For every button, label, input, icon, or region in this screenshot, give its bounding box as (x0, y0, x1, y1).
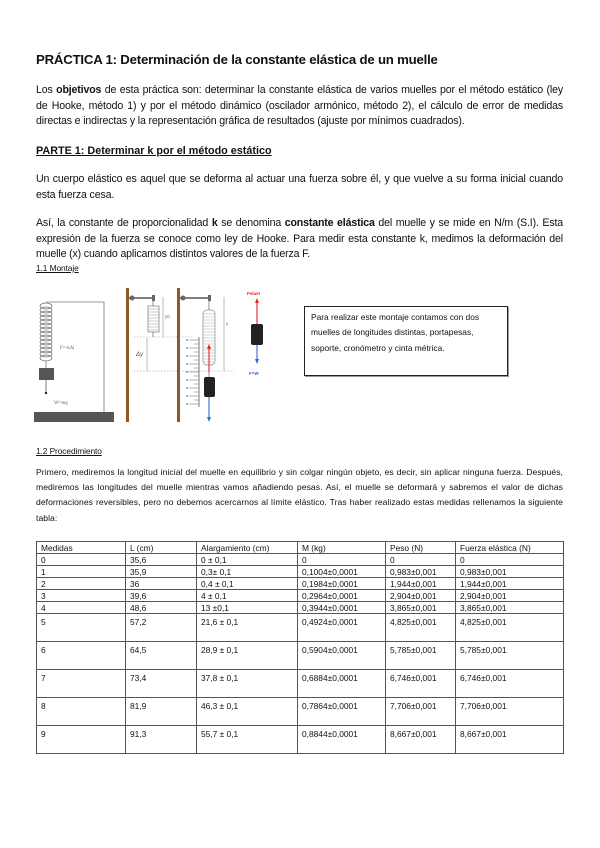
table-row (37, 602, 564, 614)
svg-text:Felast: Felast (247, 291, 261, 296)
table-header: Peso (N) (386, 542, 456, 554)
table-cell: 81,9 (126, 698, 197, 726)
constant-text-3: del muelle y se mide en N/m (S.I). Esta expresión de la fuerza se conoce como ley de Hooke. Para medir esta constante k, medimos la deformación del muelle (x) cuando aplicamos distintos valores de la fuerza F. (36, 217, 563, 261)
table-header: Fuerza elástica (N) (456, 542, 564, 554)
table-cell: 6 (37, 642, 126, 670)
spring-diagram-icon (34, 282, 300, 422)
table-cell: 0,1004±0,0001 (298, 566, 386, 578)
measurements-table (36, 541, 564, 754)
svg-text:F=W: F=W (249, 371, 259, 376)
table-cell: 2 (37, 578, 126, 590)
table-cell: 3,865±0,001 (386, 602, 456, 614)
table-cell: 1,944±0,001 (456, 578, 564, 590)
table-cell: 7,706±0,001 (386, 698, 456, 726)
spring-setup-figure (34, 282, 300, 422)
objectives-bold: objetivos (56, 84, 102, 96)
table-cell: 6,746±0,001 (456, 670, 564, 698)
table-cell: 13 ±0,1 (197, 602, 298, 614)
table-cell: 0,5904±0,0001 (298, 642, 386, 670)
part1-heading: PARTE 1: Determinar k por el método estático (36, 145, 272, 157)
table-header-row (37, 542, 564, 554)
table-cell: 0,3± 0,1 (197, 566, 298, 578)
table-row (37, 698, 564, 726)
table-cell: 91,3 (126, 726, 197, 754)
table-cell: 2,904±0,001 (386, 590, 456, 602)
table-cell: 4 (37, 602, 126, 614)
table-cell: 0,4 ± 0,1 (197, 578, 298, 590)
table-cell: 1,944±0,001 (386, 578, 456, 590)
table-cell: 0,1984±0,0001 (298, 578, 386, 590)
table-cell: 37,8 ± 0,1 (197, 670, 298, 698)
table-cell: 48,6 (126, 602, 197, 614)
table-cell: 0,2964±0,0001 (298, 590, 386, 602)
table-cell: 35,9 (126, 566, 197, 578)
table-cell: 39,6 (126, 590, 197, 602)
table-row (37, 726, 564, 754)
table-cell: 0 ± 0,1 (197, 554, 298, 566)
table-cell: 5 (37, 614, 126, 642)
objectives-paragraph (36, 83, 563, 130)
constant-elastica-bold: constante elástica (284, 217, 375, 229)
table-cell: 0 (386, 554, 456, 566)
table-cell: 8,667±0,001 (386, 726, 456, 754)
table-row (37, 566, 564, 578)
svg-text:W=mg: W=mg (54, 401, 68, 406)
table-row (37, 554, 564, 566)
elastic-constant-paragraph (36, 216, 563, 263)
elastic-definition-paragraph: Un cuerpo elástico es aquel que se deforma al actuar una fuerza sobre él, y que vuelve a su forma inicial cuando esta fuerza cesa. (36, 173, 563, 201)
table-cell: 0 (456, 554, 564, 566)
constant-text-1: Así, la constante de proporcionalidad (36, 217, 212, 229)
table-cell: 0,3944±0,0001 (298, 602, 386, 614)
table-cell: 0,4924±0,0001 (298, 614, 386, 642)
table-cell: 64,5 (126, 642, 197, 670)
table-row (37, 642, 564, 670)
svg-text:F=-kΔl: F=-kΔl (60, 346, 75, 351)
table-cell: 8,667±0,001 (456, 726, 564, 754)
table-cell: 57,2 (126, 614, 197, 642)
table-cell: 3 (37, 590, 126, 602)
table-cell: 9 (37, 726, 126, 754)
table-cell: 5,785±0,001 (456, 642, 564, 670)
table-cell: 8 (37, 698, 126, 726)
svg-text:y0: y0 (165, 314, 170, 319)
table-header: Alargamiento (cm) (197, 542, 298, 554)
svg-text:y: y (226, 321, 229, 326)
table-header: L (cm) (126, 542, 197, 554)
table-cell: 0,7864±0,0001 (298, 698, 386, 726)
objectives-text-rest: de esta práctica son: determinar la constante elástica de varios muelles por el método estático (ley de Hooke, método 1) y por el método dinámico (oscilador armónico, método 2), el cálculo de error de medidas directas e indirectas y la representación gráfica de resultados (ajuste por mínimos cuadrados). (36, 84, 563, 128)
table-cell: 4 ± 0,1 (197, 590, 298, 602)
table-cell: 0 (37, 554, 126, 566)
objectives-text: Los (36, 84, 57, 96)
table-cell: 21,6 ± 0,1 (197, 614, 298, 642)
table-cell: 28,9 ± 0,1 (197, 642, 298, 670)
table-cell: 0,983±0,001 (456, 566, 564, 578)
table-row (37, 578, 564, 590)
table-cell: 7,706±0,001 (456, 698, 564, 726)
svg-text:Δy: Δy (136, 352, 144, 358)
table-cell: 4,825±0,001 (386, 614, 456, 642)
table-header: M (kg) (298, 542, 386, 554)
constant-text-2: se denomina (217, 217, 285, 229)
table-cell: 0,983±0,001 (386, 566, 456, 578)
table-header: Medidas (37, 542, 126, 554)
procedimiento-heading: 1.2 Procedimiento (36, 446, 102, 456)
constant-k-bold: k (211, 217, 218, 229)
table-cell: 5,785±0,001 (386, 642, 456, 670)
table-cell: 0 (298, 554, 386, 566)
table-cell: 35,6 (126, 554, 197, 566)
page-title: PRÁCTICA 1: Determinación de la constante elástica de un muelle (36, 52, 438, 67)
montaje-heading: 1.1 Montaje (36, 263, 79, 273)
table-cell: 0,8844±0,0001 (298, 726, 386, 754)
table-cell: 6,746±0,001 (386, 670, 456, 698)
montaje-note-box: Para realizar este montaje contamos con dos muelles de longitudes distintas, portapesas, soporte, cronómetro y cinta métrica. (304, 306, 508, 376)
table-cell: 7 (37, 670, 126, 698)
table-cell: 36 (126, 578, 197, 590)
table-cell: 0,6884±0,0001 (298, 670, 386, 698)
table-row (37, 590, 564, 602)
table-cell: 46,3 ± 0,1 (197, 698, 298, 726)
table-cell: 73,4 (126, 670, 197, 698)
table-cell: 3,865±0,001 (456, 602, 564, 614)
table-cell: 55,7 ± 0,1 (197, 726, 298, 754)
table-row (37, 614, 564, 642)
procedimiento-paragraph: Primero, mediremos la longitud inicial del muelle en equilibrio y sin colgar ningún objeto, es decir, sin aplicar ninguna fuerza. Después, mediremos las longitudes del muelle mientras vamos añadiendo pesas. Así, el muelle se deformará y sabremos el valor de dichas deformaciones reversibles, pero no debemos acercarnos al límite elástico. Tras haber realizado estas medidas rellenamos la siguiente tabla: (36, 467, 563, 523)
table-cell: 4,825±0,001 (456, 614, 564, 642)
table-cell: 1 (37, 566, 126, 578)
table-row (37, 670, 564, 698)
table-cell: 2,904±0,001 (456, 590, 564, 602)
